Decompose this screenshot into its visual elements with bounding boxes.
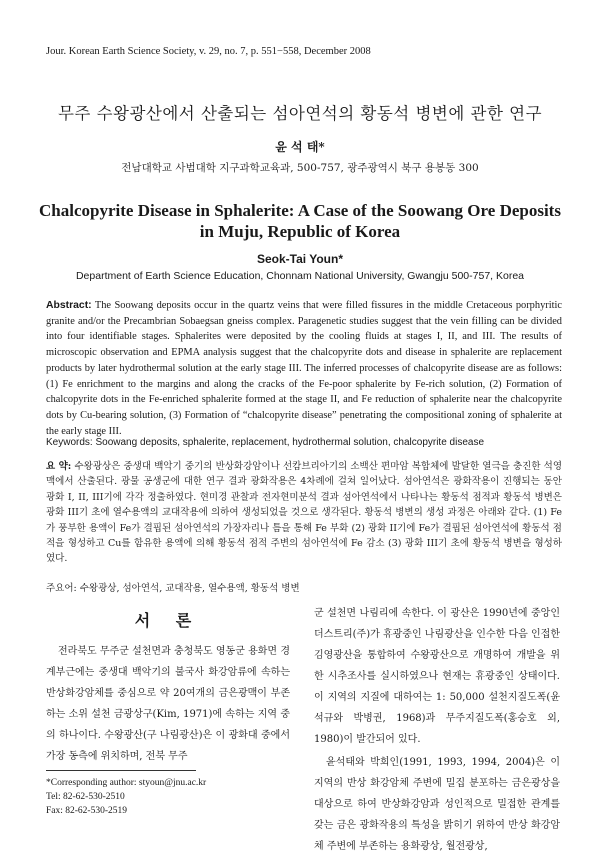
korean-abstract-label: 요 약: [46, 461, 72, 472]
intro-paragraph-right-2: 윤석태와 박희인(1991, 1993, 1994, 2004)은 이 지역의 반상 화강암체 주변에 밀집 분포하는 금은광상을 대상으로 하여 반상화강암과 성인적으로 밀접한 관계를 갖는 금은 광화작용의 특성을 밝히기 위하여 반상 화강암체 주변에 부존하는 용화광상, 월전광상, [314, 757, 560, 852]
korean-affiliation: 전남대학교 사범대학 지구과학교육과, 500-757, 광주광역시 북구 용봉동 300 [121, 162, 479, 174]
journal-header: Jour. Korean Earth Science Society, v. 29, no. 7, p. 551−558, December 2008 [46, 46, 371, 57]
intro-paragraph-right-1: 군 설천면 나림리에 속한다. 이 광산은 1990년에 중앙인더스트리(주)가 휴광중인 나림광산을 인수한 다음 인접한 김영광산을 통합하여 수왕광산으로 개명하여 개발을 위한 시추조사를 실시하였으나 현재는 휴광중인 상태이다. 이 지역의 지질에 대하여는 1: 50,000 설천지질도폭(윤석규와 박병권, 1968)과 무주지질도폭(홍승호 외, 1980)이 발간되어 있다. [314, 608, 560, 745]
korean-keywords [46, 580, 562, 594]
keywords-label: Keywords: [46, 437, 93, 448]
english-title [0, 200, 600, 242]
korean-abstract-text: 수왕광상은 중생대 백악기 중기의 반상화강암이나 선캄브리아기의 소백산 편마암 복합체에 발달한 열극을 충진한 석영맥에서 산출된다. 광물 공생군에 대한 연구 결과 광화작용은 4차례에 걸쳐 일어났다. 섬아연석은 광화작용이 진행되는 동안 광화 I, II, III기에 각각 정출하였다. 현미경 관찰과 전자현미분석 결과 섬아연석에서 나타나는 황동석 점적과 황동석 병변은 광화 III기 초에 열수용액의 교대작용에 의하여 생성되었을 것으로 생각된다. 황동석 병변의 생성 과정은 아래와 같다. (1) Fe가 풍부한 용액이 Fe가 결핍된 섬아연석의 가장자리나 틈을 통해 Fe 부화 (2) 광화 II기에 Fe가 결핍된 섬아연석에 황동석 점적을 형성하고 Cu를 함유한 용액에 의해 황동석 점적 주변의 섬아연석에 Fe 감소 (3) 광화 III기 초에 황동석 병변을 형성하였다. [46, 461, 562, 565]
abstract [46, 298, 562, 439]
left-column [46, 608, 290, 767]
footnote-tel: Tel: 82-62-530-2510 [46, 792, 125, 802]
korean-author: 윤 석 태* [275, 140, 325, 154]
english-author: Seok-Tai Youn* [256, 252, 343, 266]
keywords [46, 437, 562, 448]
abstract-label: Abstract: [46, 300, 92, 311]
korean-keywords-text: 수왕광상, 섬아연석, 교대작용, 열수용액, 황동석 병변 [76, 583, 300, 594]
intro-paragraph-left: 전라북도 무주군 설천면과 충청북도 영동군 용화면 경계부근에는 중생대 백악기의 불국사 화강암류에 속하는 반상화강암체를 중심으로 약 20여개의 금은광맥이 부존하는 소위 설천 금광상구(Kim, 1971)에 속하는 지역 중의 하나이다. 수왕광산(구 나림광산)은 이 광화대 중에서 가장 동측에 위치하며, 전북 무주 [46, 646, 290, 762]
right-column [314, 603, 560, 857]
footnote-divider [46, 770, 196, 771]
section-title-introduction: 서 론 [134, 611, 202, 630]
keywords-text: Soowang deposits, sphalerite, replacement, hydrothermal solution, chalcopyrite disease [92, 437, 485, 448]
english-title-line2: in Muju, Republic of Korea [199, 222, 401, 241]
footnote-corresponding-author: *Corresponding author: styoun@jnu.ac.kr [46, 778, 207, 788]
english-title-line1: Chalcopyrite Disease in Sphalerite: A Case of the Soowang Ore Deposits [39, 201, 561, 220]
english-affiliation: Department of Earth Science Education, Chonnam National University, Gwangju 500-757, Korea [75, 270, 525, 282]
footnote-fax: Fax: 82-62-530-2519 [46, 806, 128, 816]
footnote [46, 776, 206, 818]
korean-title: 무주 수왕광산에서 산출되는 섬아연석의 황동석 병변에 관한 연구 [57, 104, 543, 123]
korean-keywords-label: 주요어: [46, 583, 77, 594]
korean-abstract [46, 459, 562, 567]
abstract-text: The Soowang deposits occur in the quartz veins that were filled fissures in the middle Cretaceous porphyritic granite and/or the Precambrian Sobaegsan gneiss complex. Paragenetic studies suggest that the vein filling can be divided into four identifiable stages. Sphalerites were deposited by the cooling fluids at stages I, II, and III. The results of microscopic observation and EPMA analysis suggest that the chalcopyrite dots and disease in sphalerite are replacement products by later hydrothermal solution at the early stage III. The inferred processes of chalcopyrite disease are as follows: (1) Fe enrichment to the margins and along the cracks of the Fe-poor sphalerite by Fe-rich solution, (2) Formation of chalcopyrite dots in the Fe-enriched sphalerite formed at the stage II, and Fe reduction of sphalerite near the chalcopyrite dots by Cu-bearing solution, (3) Formation of “chalcopyrite disease” penetrating the compositional zoning of sphalerite at the early stage III. [46, 300, 562, 437]
